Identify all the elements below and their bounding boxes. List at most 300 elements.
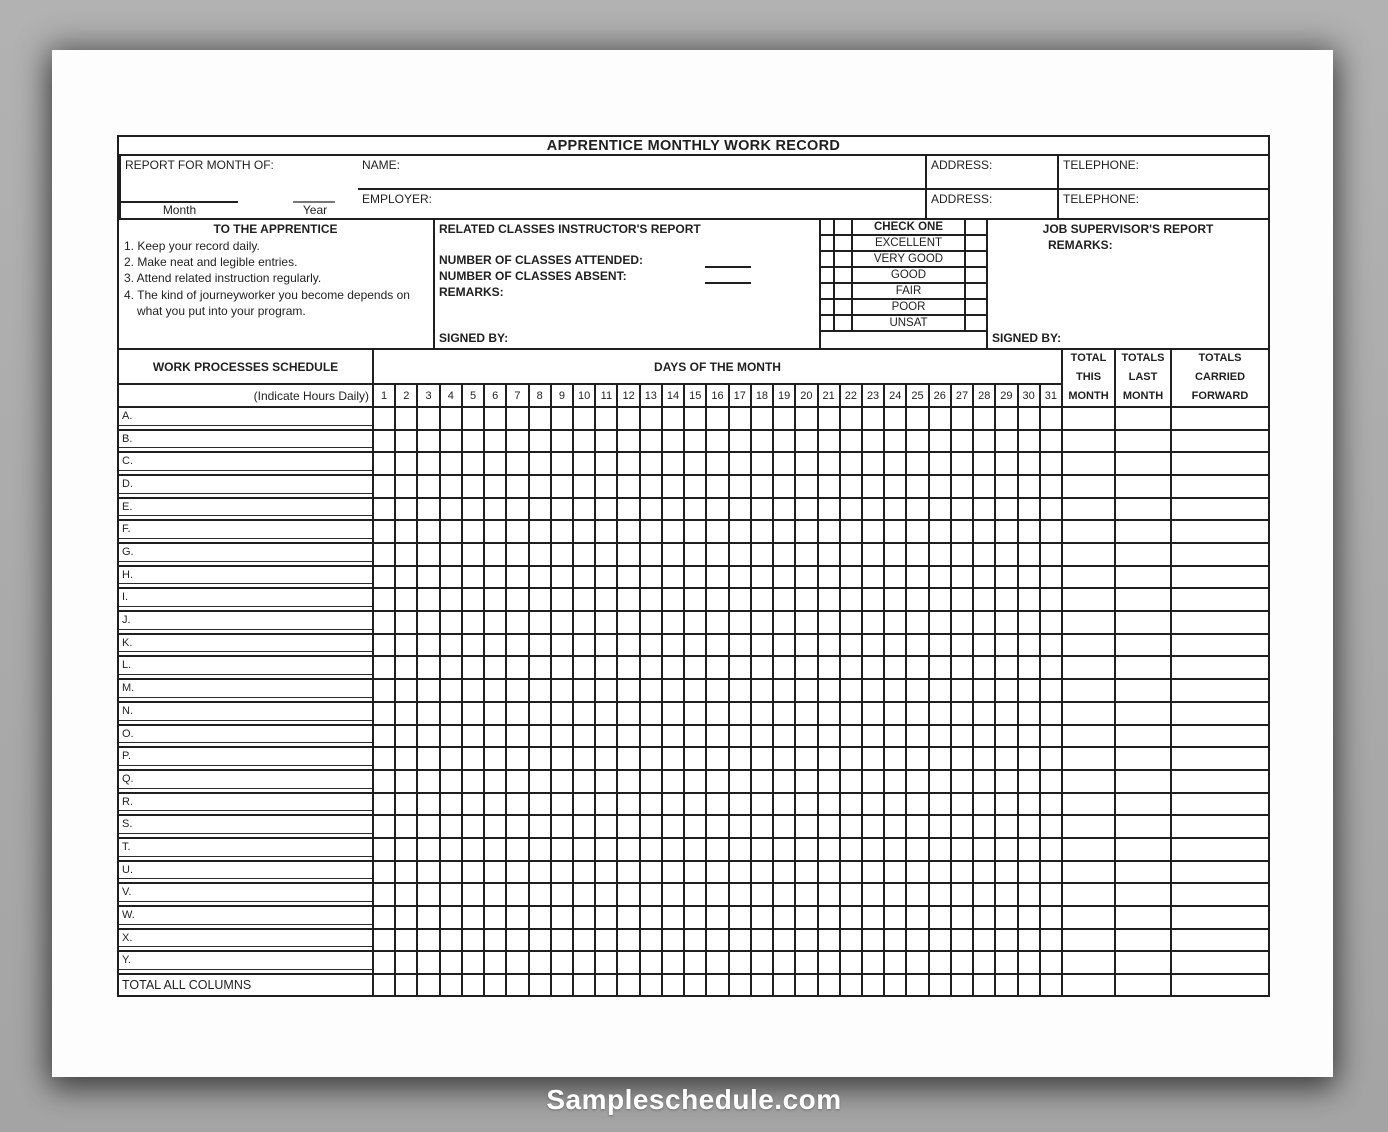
hours-cell[interactable] (416, 769, 438, 792)
hours-total-cell[interactable] (439, 973, 461, 995)
hours-cell[interactable] (728, 724, 750, 747)
hours-cell[interactable] (661, 701, 683, 724)
hours-cell[interactable] (616, 587, 638, 610)
hours-cell[interactable] (1017, 746, 1039, 769)
totals-last-month-cell[interactable] (1114, 882, 1170, 905)
hours-cell[interactable] (883, 860, 905, 883)
hours-cell[interactable] (639, 769, 661, 792)
hours-cell[interactable] (839, 746, 861, 769)
hours-cell[interactable] (572, 814, 594, 837)
hours-cell[interactable] (461, 610, 483, 633)
hours-cell[interactable] (439, 497, 461, 520)
hours-cell[interactable] (861, 905, 883, 928)
hours-cell[interactable] (772, 882, 794, 905)
hours-cell[interactable] (883, 610, 905, 633)
hours-cell[interactable] (772, 905, 794, 928)
work-process-row-label[interactable]: W. (119, 905, 372, 928)
hours-cell[interactable] (839, 769, 861, 792)
hours-cell[interactable] (705, 542, 727, 565)
hours-cell[interactable] (461, 792, 483, 815)
hours-cell[interactable] (972, 497, 994, 520)
hours-cell[interactable] (972, 837, 994, 860)
hours-cell[interactable] (750, 451, 772, 474)
hours-cell[interactable] (416, 814, 438, 837)
hours-cell[interactable] (505, 905, 527, 928)
hours-cell[interactable] (994, 860, 1016, 883)
hours-cell[interactable] (683, 497, 705, 520)
hours-cell[interactable] (883, 746, 905, 769)
hours-cell[interactable] (728, 678, 750, 701)
hours-cell[interactable] (616, 497, 638, 520)
hours-cell[interactable] (528, 905, 550, 928)
hours-cell[interactable] (372, 542, 394, 565)
hours-cell[interactable] (661, 950, 683, 973)
hours-cell[interactable] (639, 746, 661, 769)
hours-cell[interactable] (794, 928, 816, 951)
hours-cell[interactable] (994, 519, 1016, 542)
hours-cell[interactable] (972, 882, 994, 905)
hours-cell[interactable] (905, 519, 927, 542)
hours-cell[interactable] (728, 746, 750, 769)
hours-cell[interactable] (817, 905, 839, 928)
totals-last-month-cell[interactable] (1114, 655, 1170, 678)
hours-cell[interactable] (817, 814, 839, 837)
hours-cell[interactable] (505, 519, 527, 542)
total-this-month-cell[interactable] (1061, 451, 1114, 474)
hours-cell[interactable] (1039, 678, 1061, 701)
hours-cell[interactable] (705, 950, 727, 973)
hours-cell[interactable] (372, 769, 394, 792)
total-this-month-cell[interactable] (1061, 678, 1114, 701)
hours-cell[interactable] (550, 837, 572, 860)
hours-cell[interactable] (572, 655, 594, 678)
hours-cell[interactable] (972, 769, 994, 792)
hours-cell[interactable] (483, 882, 505, 905)
hours-cell[interactable] (550, 769, 572, 792)
hours-cell[interactable] (839, 814, 861, 837)
hours-cell[interactable] (772, 701, 794, 724)
hours-cell[interactable] (950, 633, 972, 656)
hours-cell[interactable] (705, 837, 727, 860)
hours-cell[interactable] (616, 451, 638, 474)
hours-cell[interactable] (883, 724, 905, 747)
hours-cell[interactable] (861, 837, 883, 860)
hours-cell[interactable] (950, 950, 972, 973)
hours-cell[interactable] (594, 950, 616, 973)
hours-cell[interactable] (416, 474, 438, 497)
hours-cell[interactable] (661, 769, 683, 792)
hours-cell[interactable] (550, 724, 572, 747)
total-this-month-cell[interactable] (1061, 565, 1114, 588)
hours-cell[interactable] (550, 474, 572, 497)
hours-cell[interactable] (483, 633, 505, 656)
hours-cell[interactable] (817, 406, 839, 429)
hours-cell[interactable] (483, 814, 505, 837)
hours-cell[interactable] (661, 633, 683, 656)
hours-cell[interactable] (550, 429, 572, 452)
hours-cell[interactable] (972, 724, 994, 747)
hours-cell[interactable] (861, 451, 883, 474)
telephone-field-2[interactable] (1057, 188, 1268, 218)
hours-cell[interactable] (439, 792, 461, 815)
hours-cell[interactable] (928, 519, 950, 542)
totals-last-month-cell[interactable] (1114, 746, 1170, 769)
hours-cell[interactable] (528, 451, 550, 474)
hours-cell[interactable] (817, 429, 839, 452)
hours-cell[interactable] (750, 769, 772, 792)
hours-cell[interactable] (994, 655, 1016, 678)
hours-cell[interactable] (1017, 587, 1039, 610)
hours-cell[interactable] (928, 724, 950, 747)
hours-cell[interactable] (683, 519, 705, 542)
hours-cell[interactable] (461, 928, 483, 951)
hours-cell[interactable] (639, 497, 661, 520)
hours-cell[interactable] (794, 633, 816, 656)
check-box-cell-outer[interactable] (821, 252, 833, 268)
hours-cell[interactable] (372, 882, 394, 905)
hours-cell[interactable] (861, 724, 883, 747)
hours-cell[interactable] (416, 519, 438, 542)
hours-cell[interactable] (905, 565, 927, 588)
hours-cell[interactable] (1017, 406, 1039, 429)
hours-cell[interactable] (705, 905, 727, 928)
hours-cell[interactable] (1017, 724, 1039, 747)
total-this-month-cell[interactable] (1061, 633, 1114, 656)
hours-cell[interactable] (372, 837, 394, 860)
hours-cell[interactable] (505, 792, 527, 815)
hours-cell[interactable] (972, 950, 994, 973)
hours-cell[interactable] (661, 860, 683, 883)
hours-cell[interactable] (972, 746, 994, 769)
hours-cell[interactable] (728, 792, 750, 815)
hours-cell[interactable] (639, 792, 661, 815)
hours-cell[interactable] (750, 905, 772, 928)
check-box-cell-left[interactable] (833, 300, 851, 316)
hours-cell[interactable] (661, 746, 683, 769)
hours-cell[interactable] (416, 451, 438, 474)
hours-cell[interactable] (439, 837, 461, 860)
hours-cell[interactable] (505, 429, 527, 452)
hours-cell[interactable] (616, 905, 638, 928)
hours-cell[interactable] (461, 746, 483, 769)
hours-cell[interactable] (794, 519, 816, 542)
hours-total-cell[interactable] (905, 973, 927, 995)
hours-cell[interactable] (461, 655, 483, 678)
hours-cell[interactable] (728, 474, 750, 497)
hours-cell[interactable] (372, 950, 394, 973)
hours-cell[interactable] (705, 565, 727, 588)
hours-total-cell[interactable] (772, 973, 794, 995)
hours-cell[interactable] (1039, 519, 1061, 542)
hours-cell[interactable] (905, 928, 927, 951)
hours-cell[interactable] (439, 451, 461, 474)
hours-cell[interactable] (550, 905, 572, 928)
check-box-cell-right[interactable] (964, 316, 986, 332)
hours-cell[interactable] (772, 474, 794, 497)
hours-cell[interactable] (372, 746, 394, 769)
hours-cell[interactable] (461, 429, 483, 452)
hours-cell[interactable] (994, 724, 1016, 747)
hours-cell[interactable] (439, 519, 461, 542)
hours-cell[interactable] (394, 837, 416, 860)
classes-attended-blank[interactable] (705, 266, 751, 268)
hours-cell[interactable] (1039, 565, 1061, 588)
hours-total-cell[interactable] (1017, 973, 1039, 995)
hours-cell[interactable] (794, 746, 816, 769)
hours-cell[interactable] (572, 678, 594, 701)
hours-cell[interactable] (972, 587, 994, 610)
hours-cell[interactable] (772, 565, 794, 588)
hours-cell[interactable] (928, 406, 950, 429)
hours-cell[interactable] (661, 882, 683, 905)
hours-cell[interactable] (372, 905, 394, 928)
hours-cell[interactable] (750, 792, 772, 815)
totals-last-month-cell[interactable] (1114, 950, 1170, 973)
hours-cell[interactable] (394, 724, 416, 747)
hours-cell[interactable] (683, 542, 705, 565)
hours-cell[interactable] (372, 928, 394, 951)
hours-cell[interactable] (750, 724, 772, 747)
hours-total-cell[interactable] (416, 973, 438, 995)
hours-cell[interactable] (817, 451, 839, 474)
hours-cell[interactable] (1039, 860, 1061, 883)
hours-cell[interactable] (994, 565, 1016, 588)
hours-cell[interactable] (994, 769, 1016, 792)
hours-cell[interactable] (528, 655, 550, 678)
hours-cell[interactable] (550, 814, 572, 837)
totals-last-month-cell[interactable] (1114, 928, 1170, 951)
hours-cell[interactable] (928, 814, 950, 837)
hours-cell[interactable] (772, 724, 794, 747)
hours-cell[interactable] (950, 542, 972, 565)
hours-cell[interactable] (905, 814, 927, 837)
hours-cell[interactable] (950, 905, 972, 928)
totals-carried-forward-cell[interactable] (1170, 950, 1268, 973)
hours-cell[interactable] (905, 429, 927, 452)
hours-cell[interactable] (394, 497, 416, 520)
hours-cell[interactable] (994, 633, 1016, 656)
hours-cell[interactable] (750, 519, 772, 542)
work-process-row-label[interactable]: G. (119, 542, 372, 565)
totals-last-month-cell[interactable] (1114, 451, 1170, 474)
hours-total-cell[interactable] (817, 973, 839, 995)
hours-cell[interactable] (550, 655, 572, 678)
totals-carried-forward-cell[interactable] (1170, 769, 1268, 792)
hours-cell[interactable] (394, 701, 416, 724)
hours-cell[interactable] (950, 746, 972, 769)
hours-cell[interactable] (439, 882, 461, 905)
hours-cell[interactable] (839, 451, 861, 474)
hours-cell[interactable] (394, 519, 416, 542)
hours-cell[interactable] (728, 905, 750, 928)
hours-cell[interactable] (1017, 792, 1039, 815)
hours-cell[interactable] (572, 746, 594, 769)
hours-cell[interactable] (750, 542, 772, 565)
hours-cell[interactable] (817, 587, 839, 610)
work-process-row-label[interactable]: L. (119, 655, 372, 678)
hours-cell[interactable] (1017, 565, 1039, 588)
check-box-cell-left[interactable] (833, 316, 851, 332)
hours-cell[interactable] (394, 678, 416, 701)
hours-cell[interactable] (661, 814, 683, 837)
total-this-month-cell[interactable] (1061, 814, 1114, 837)
hours-cell[interactable] (705, 587, 727, 610)
employer-field[interactable] (358, 188, 925, 218)
hours-cell[interactable] (461, 724, 483, 747)
totals-last-month-cell[interactable] (1114, 769, 1170, 792)
hours-cell[interactable] (772, 928, 794, 951)
hours-cell[interactable] (950, 928, 972, 951)
totals-carried-forward-cell[interactable] (1170, 814, 1268, 837)
totals-last-month-cell[interactable] (1114, 497, 1170, 520)
hours-cell[interactable] (483, 792, 505, 815)
hours-cell[interactable] (794, 837, 816, 860)
hours-cell[interactable] (416, 406, 438, 429)
hours-cell[interactable] (928, 746, 950, 769)
totals-carried-forward-cell[interactable] (1170, 565, 1268, 588)
hours-cell[interactable] (461, 542, 483, 565)
hours-cell[interactable] (705, 497, 727, 520)
hours-cell[interactable] (372, 406, 394, 429)
hours-cell[interactable] (794, 451, 816, 474)
hours-cell[interactable] (639, 406, 661, 429)
hours-cell[interactable] (1039, 792, 1061, 815)
hours-total-cell[interactable] (594, 973, 616, 995)
hours-cell[interactable] (883, 701, 905, 724)
hours-cell[interactable] (950, 610, 972, 633)
hours-cell[interactable] (639, 837, 661, 860)
hours-cell[interactable] (1017, 633, 1039, 656)
hours-cell[interactable] (639, 610, 661, 633)
check-box-cell-left[interactable] (833, 284, 851, 300)
hours-cell[interactable] (594, 519, 616, 542)
work-process-row-label[interactable]: U. (119, 860, 372, 883)
hours-cell[interactable] (683, 678, 705, 701)
hours-cell[interactable] (639, 565, 661, 588)
hours-cell[interactable] (528, 406, 550, 429)
hours-cell[interactable] (839, 882, 861, 905)
hours-cell[interactable] (483, 542, 505, 565)
hours-cell[interactable] (750, 860, 772, 883)
work-process-row-label[interactable]: H. (119, 565, 372, 588)
hours-cell[interactable] (416, 724, 438, 747)
hours-cell[interactable] (972, 451, 994, 474)
hours-cell[interactable] (661, 837, 683, 860)
hours-cell[interactable] (683, 814, 705, 837)
hours-cell[interactable] (883, 451, 905, 474)
hours-cell[interactable] (972, 542, 994, 565)
hours-cell[interactable] (683, 950, 705, 973)
work-process-row-label[interactable]: A. (119, 406, 372, 429)
hours-cell[interactable] (483, 837, 505, 860)
hours-cell[interactable] (1017, 905, 1039, 928)
hours-cell[interactable] (461, 474, 483, 497)
work-process-row-label[interactable]: D. (119, 474, 372, 497)
hours-cell[interactable] (1017, 882, 1039, 905)
totals-last-month-cell[interactable] (1114, 587, 1170, 610)
totals-last-month-cell[interactable] (1114, 701, 1170, 724)
check-box-cell-left[interactable] (833, 268, 851, 284)
hours-cell[interactable] (817, 497, 839, 520)
hours-cell[interactable] (705, 860, 727, 883)
hours-cell[interactable] (550, 928, 572, 951)
hours-cell[interactable] (950, 565, 972, 588)
name-field[interactable] (358, 156, 925, 188)
hours-cell[interactable] (1039, 406, 1061, 429)
hours-cell[interactable] (728, 882, 750, 905)
hours-cell[interactable] (505, 451, 527, 474)
work-process-row-label[interactable]: X. (119, 928, 372, 951)
hours-cell[interactable] (839, 655, 861, 678)
hours-cell[interactable] (661, 678, 683, 701)
hours-cell[interactable] (616, 474, 638, 497)
hours-cell[interactable] (1039, 882, 1061, 905)
hours-cell[interactable] (972, 905, 994, 928)
hours-cell[interactable] (594, 497, 616, 520)
hours-cell[interactable] (928, 655, 950, 678)
hours-cell[interactable] (705, 746, 727, 769)
hours-cell[interactable] (705, 519, 727, 542)
totals-carried-forward-cell[interactable] (1170, 860, 1268, 883)
hours-cell[interactable] (572, 633, 594, 656)
hours-cell[interactable] (794, 655, 816, 678)
hours-cell[interactable] (483, 429, 505, 452)
hours-cell[interactable] (372, 451, 394, 474)
totals-carried-forward-cell[interactable] (1170, 724, 1268, 747)
hours-cell[interactable] (883, 882, 905, 905)
hours-cell[interactable] (817, 655, 839, 678)
totals-last-month-cell[interactable] (1114, 519, 1170, 542)
hours-cell[interactable] (794, 565, 816, 588)
hours-cell[interactable] (372, 860, 394, 883)
hours-cell[interactable] (461, 678, 483, 701)
hours-cell[interactable] (505, 474, 527, 497)
hours-cell[interactable] (528, 633, 550, 656)
hours-cell[interactable] (817, 724, 839, 747)
hours-cell[interactable] (905, 497, 927, 520)
hours-cell[interactable] (772, 746, 794, 769)
hours-cell[interactable] (839, 928, 861, 951)
hours-cell[interactable] (839, 950, 861, 973)
hours-cell[interactable] (616, 565, 638, 588)
hours-cell[interactable] (616, 860, 638, 883)
hours-cell[interactable] (1039, 701, 1061, 724)
hours-cell[interactable] (572, 542, 594, 565)
hours-cell[interactable] (594, 814, 616, 837)
hours-total-cell[interactable] (505, 973, 527, 995)
hours-cell[interactable] (594, 610, 616, 633)
hours-cell[interactable] (683, 746, 705, 769)
hours-cell[interactable] (883, 950, 905, 973)
hours-cell[interactable] (728, 633, 750, 656)
total-this-month-cell[interactable] (1061, 655, 1114, 678)
hours-cell[interactable] (528, 474, 550, 497)
check-box-cell-right[interactable] (964, 220, 986, 236)
hours-cell[interactable] (883, 769, 905, 792)
hours-cell[interactable] (505, 814, 527, 837)
hours-cell[interactable] (505, 746, 527, 769)
check-box-cell-right[interactable] (964, 284, 986, 300)
hours-cell[interactable] (616, 950, 638, 973)
hours-cell[interactable] (528, 519, 550, 542)
hours-cell[interactable] (439, 905, 461, 928)
work-process-row-label[interactable]: E. (119, 497, 372, 520)
hours-cell[interactable] (661, 610, 683, 633)
hours-cell[interactable] (728, 814, 750, 837)
hours-total-cell[interactable] (839, 973, 861, 995)
hours-cell[interactable] (972, 610, 994, 633)
hours-cell[interactable] (372, 633, 394, 656)
